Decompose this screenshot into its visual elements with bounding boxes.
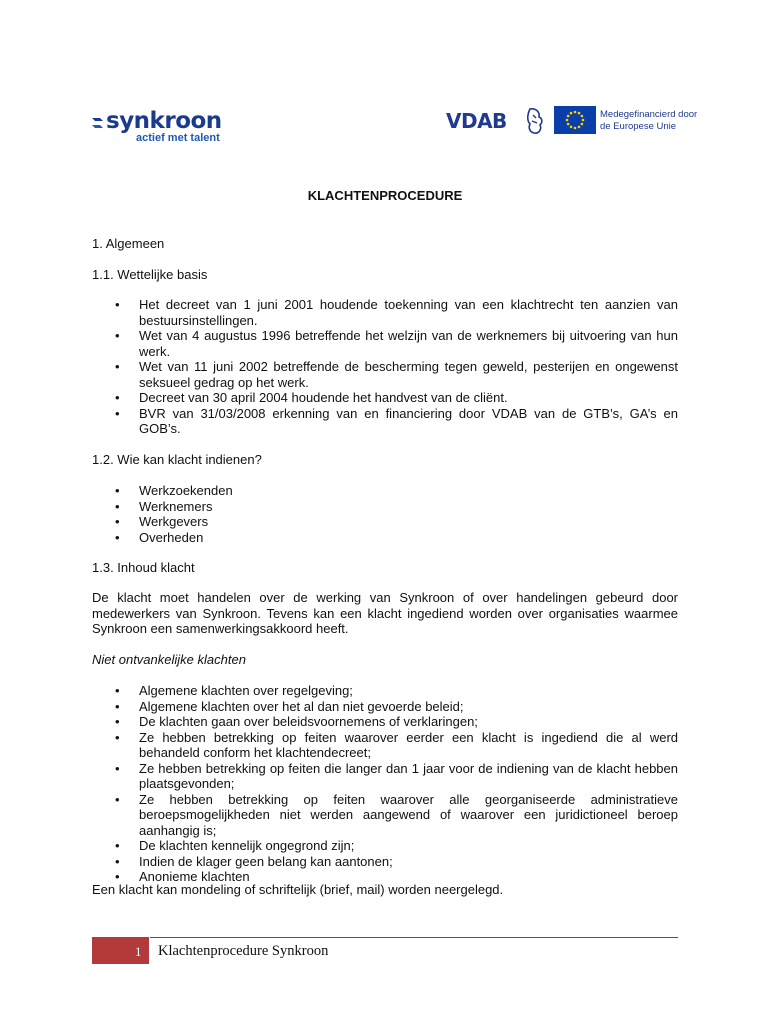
section-heading-wettelijke-basis: 1.1. Wettelijke basis bbox=[92, 267, 208, 282]
list-item: • Decreet van 30 april 2004 houdende het handvest van de cliënt. bbox=[92, 390, 678, 406]
complaint-content-paragraph: De klacht moet handelen over de werking van Synkroon of over handelingen gebeurd door medewerkers van Synkroon. Tevens kan een klacht ingediend worden over organisaties waarmee Synkroon een samenwerkingsakkoord heeft. bbox=[92, 590, 678, 636]
list-item: • Het decreet van 1 juni 2001 houdende toekenning van een klachtrecht ten aanzien van bestuursinstellingen. bbox=[92, 297, 678, 328]
list-item: • Werkgevers bbox=[92, 514, 678, 530]
list-item: • Algemene klachten over regelgeving; bbox=[92, 683, 678, 699]
list-item: • Overheden bbox=[92, 530, 678, 546]
list-item: • BVR van 31/03/2008 erkenning van en financiering door VDAB van de GTB’s, GA’s en GOB’s. bbox=[92, 406, 678, 437]
list-item: • Anonieme klachten bbox=[92, 869, 678, 885]
list-item: • Ze hebben betrekking op feiten waarover alle georganiseerde administratieve beroepsmogelijkheden niet werden aangewend of waarover een juridictioneel beroep aanhangig is; bbox=[92, 792, 678, 839]
list-item: • De klachten kennelijk ongegrond zijn; bbox=[92, 838, 678, 854]
list-item: • De klachten gaan over beleidsvoornemens of verklaringen; bbox=[92, 714, 678, 730]
legal-basis-list bbox=[92, 297, 678, 437]
footer-title: Klachtenprocedure Synkroon bbox=[158, 943, 329, 959]
flemish-lion-icon bbox=[524, 106, 546, 136]
inadmissible-complaints-heading: Niet ontvankelijke klachten bbox=[92, 652, 246, 667]
inadmissible-complaints-list bbox=[92, 683, 678, 885]
vdab-logo: VDAB bbox=[446, 109, 507, 133]
list-item: • Wet van 4 augustus 1996 betreffende het welzijn van de werknemers bij uitvoering van hun werk. bbox=[92, 328, 678, 359]
eu-cofunding-line1: Medegefinancierd door bbox=[600, 109, 698, 120]
section-heading-wie-kan-klacht-indienen: 1.2. Wie kan klacht indienen? bbox=[92, 452, 262, 467]
eu-flag-icon bbox=[554, 106, 596, 134]
list-item: • Werknemers bbox=[92, 499, 678, 515]
synkroon-logo bbox=[92, 108, 242, 148]
list-item: • Werkzoekenden bbox=[92, 483, 678, 499]
synkroon-wordmark: synkroon bbox=[106, 108, 222, 134]
eu-cofunding-line2: de Europese Unie bbox=[600, 121, 677, 132]
list-item: • Wet van 11 juni 2002 betreffende de bescherming tegen geweld, pesterijen en ongewenst seksueel gedrag op het werk. bbox=[92, 359, 678, 390]
list-item: • Ze hebben betrekking op feiten waarover eerder een klacht is ingediend die al werd behandeld conform het klachtendecreet; bbox=[92, 730, 678, 761]
closing-sentence: Een klacht kan mondeling of schriftelijk (brief, mail) worden neergelegd. bbox=[92, 882, 504, 897]
section-heading-inhoud-klacht: 1.3. Inhoud klacht bbox=[92, 560, 195, 575]
document-title: KLACHTENPROCEDURE bbox=[307, 188, 463, 203]
footer-divider bbox=[150, 937, 678, 938]
complainants-list bbox=[92, 483, 678, 545]
list-item: • Indien de klager geen belang kan aantonen; bbox=[92, 854, 678, 870]
page-number: 1 bbox=[135, 944, 142, 959]
list-item: • Ze hebben betrekking op feiten die langer dan 1 jaar voor de indiening van de klacht hebben plaatsgevonden; bbox=[92, 761, 678, 792]
synkroon-tagline: actief met talent bbox=[136, 132, 220, 144]
synkroon-arrows-icon bbox=[92, 116, 106, 130]
list-item: • Algemene klachten over het al dan niet gevoerde beleid; bbox=[92, 699, 678, 715]
eu-cofunding-label bbox=[600, 109, 697, 133]
section-heading-algemeen: 1. Algemeen bbox=[92, 236, 165, 251]
